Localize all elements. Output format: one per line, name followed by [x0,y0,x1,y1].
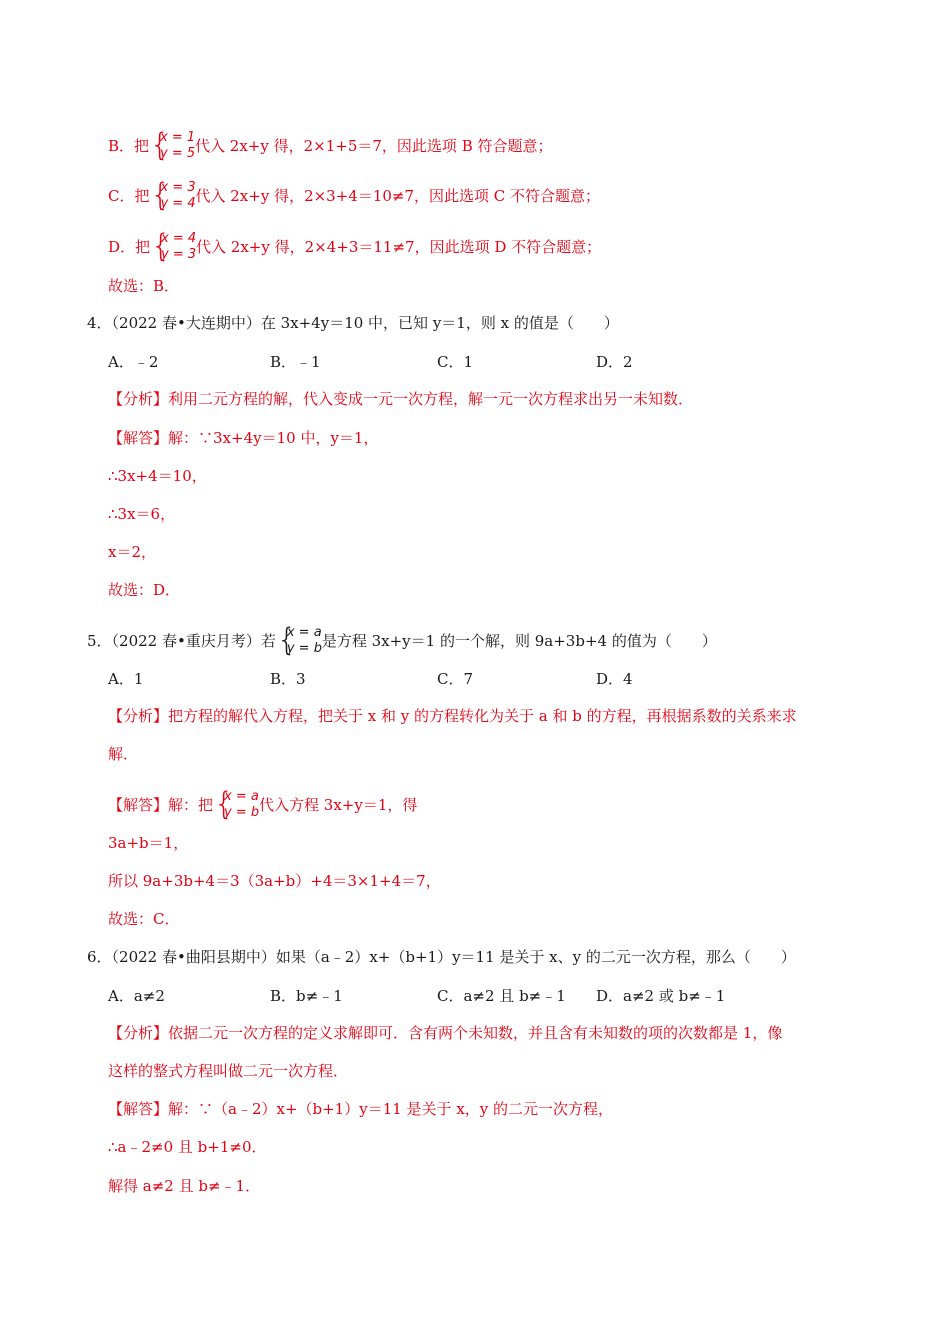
system-row-2: y = b [224,805,260,820]
system-row-2: y = 4 [160,196,196,211]
q3-d-text: 代入 2x+y 得，2×4+3＝11≠7，因此选项 D 不符合题意； [196,238,602,256]
q5-analysis-line-1: 【分析】把方程的解代入方程，把关于 x 和 y 的方程转化为关于 a 和 b 的方程，再根据系数的关系来求 [108,707,797,725]
q3-option-b-line [108,127,553,164]
q4-choose: 故选：D． [108,581,181,599]
q6-solution-line-3: 解得 a≠2 且 b≠﹣1． [108,1177,261,1195]
equation-system: { x = a y = b [276,622,322,658]
q4-solution-line-2: ∴3x+4＝10， [108,467,207,485]
q5-stem-pre: 5．（2022 春•重庆月考）若 [87,632,276,650]
q5-solution-line-2: 所以 9a+3b+4＝3（3a+b）+4＝3×1+4＝7， [108,872,441,890]
q4-solution-line-4: x＝2， [108,543,157,561]
q4-analysis: 【分析】利用二元方程的解，代入变成一元一次方程，解一元一次方程求出另一未知数． [108,390,694,408]
q5-option-d: D．4 [596,670,633,688]
q5-solution-line-1: 3a+b＝1， [108,834,189,852]
q6-solution-line-2: ∴a﹣2≠0 且 b+1≠0． [108,1138,267,1156]
q4-option-b: B．﹣1 [270,353,321,371]
q6-option-c: C．a≠2 且 b≠﹣1 [437,987,566,1005]
system-row-1: x = a [224,789,259,804]
q3-b-label: B．把 [108,137,150,155]
q4-option-a: A．﹣2 [108,353,159,371]
q5-solution-post: 代入方程 3x+y＝1，得 [259,796,418,814]
q5-option-c: C．7 [437,670,474,688]
q3-d-label: D．把 [108,238,151,256]
q5-stem-post: 是方程 3x+y＝1 的一个解，则 9a+3b+4 的值为（ ） [321,632,717,650]
q3-option-c-line [108,177,601,214]
system-row-2: y = 3 [161,247,197,262]
system-row-1: x = 3 [160,180,196,195]
system-row-2: y = 5 [160,146,196,161]
system-row-1: x = 4 [161,231,197,246]
q5-stem [87,622,717,659]
q4-solution-line-3: ∴3x＝6， [108,505,176,523]
system-row-1: x = 1 [160,130,196,145]
q3-c-label: C．把 [108,187,150,205]
system-row-2: y = b [286,641,322,656]
system-row-1: x = a [286,625,322,640]
q4-option-d: D．2 [596,353,633,371]
q6-option-a: A．a≠2 [108,987,165,1005]
equation-system: { x = 3 y = 4 [150,177,196,213]
equation-system: { x = a y = b [214,786,260,822]
equation-system: { x = 1 y = 5 [150,127,196,163]
q3-choose: 故选：B． [108,277,180,295]
q6-stem: 6．（2022 春•曲阳县期中）如果（a﹣2）x+（b+1）y＝11 是关于 x、y 的二元一次方程，那么（ ） [87,948,796,966]
q6-option-d: D．a≠2 或 b≠﹣1 [596,987,726,1005]
q3-b-text: 代入 2x+y 得，2×1+5＝7，因此选项 B 符合题意； [195,137,553,155]
q4-option-c: C．1 [437,353,474,371]
q6-analysis-line-2: 这样的整式方程叫做二元一次方程． [108,1062,349,1080]
q5-option-a: A．1 [108,670,144,688]
q5-option-b: B．3 [270,670,306,688]
q6-analysis-line-1: 【分析】依据二元一次方程的定义求解即可．含有两个未知数，并且含有未知数的项的次数都是 1，像 [108,1024,783,1042]
q5-choose: 故选：C． [108,910,180,928]
q6-solution-line-1: 【解答】解：∵（a﹣2）x+（b+1）y＝11 是关于 x，y 的二元一次方程， [108,1100,614,1118]
q3-c-text: 代入 2x+y 得，2×3+4＝10≠7，因此选项 C 不符合题意； [195,187,601,205]
q6-option-b: B．b≠﹣1 [270,987,343,1005]
q4-stem: 4．（2022 春•大连期中）在 3x+4y＝10 中，已知 y＝1，则 x 的值是（ ） [87,314,619,332]
q4-solution-line-1: 【解答】解：∵3x+4y＝10 中，y＝1， [108,429,379,447]
equation-system: { x = 4 y = 3 [151,228,197,264]
q5-solution-intro [108,786,418,823]
q5-solution-pre: 【解答】解：把 [108,796,214,814]
q3-option-d-line [108,228,602,265]
q5-analysis-line-2: 解． [108,745,139,763]
